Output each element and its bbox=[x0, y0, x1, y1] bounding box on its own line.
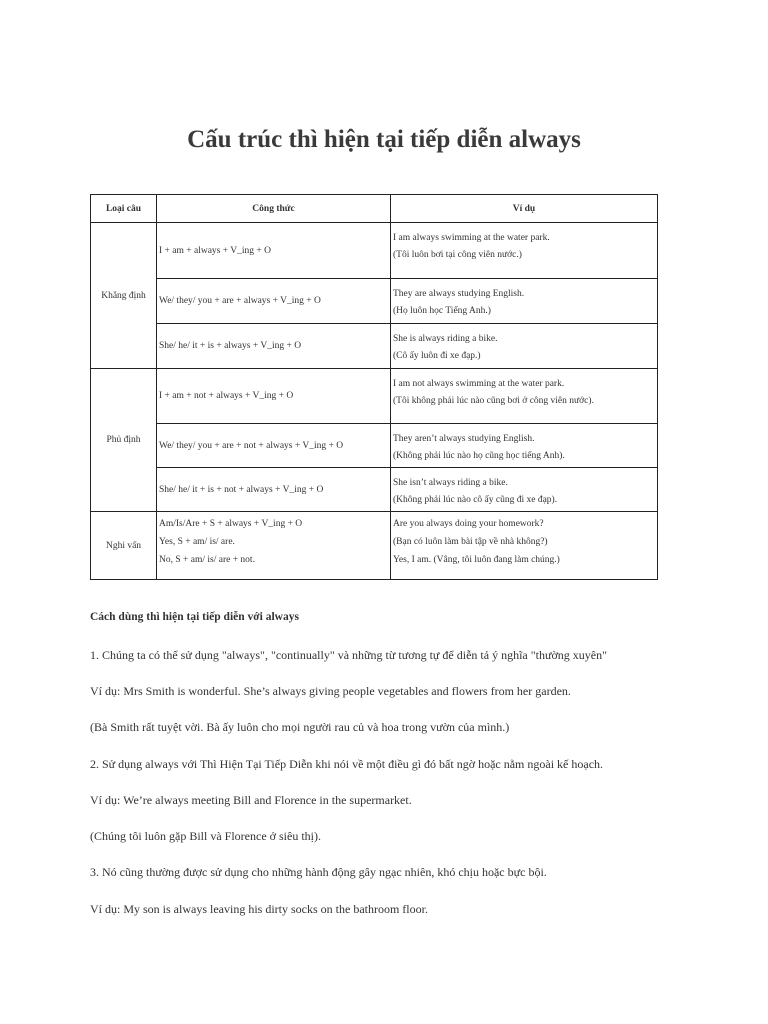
header-sentence-type: Loại câu bbox=[91, 195, 157, 223]
paragraph: 2. Sử dụng always với Thì Hiện Tại Tiếp Diễn khi nói về một điều gì đó bất ngờ hoặc nằm ngoài kế hoạch. bbox=[90, 757, 604, 771]
sentence-type-negative: Phủ định bbox=[91, 369, 157, 512]
example-cell: She isn’t always riding a bike. (Không phải lúc nào cô ấy cũng đi xe đạp). bbox=[391, 468, 658, 512]
table-row bbox=[91, 223, 658, 279]
header-example: Ví dụ bbox=[391, 195, 658, 223]
example-cell: I am not always swimming at the water park. (Tôi không phải lúc nào cũng bơi ở công viên nước). bbox=[391, 369, 658, 424]
table-row bbox=[91, 424, 658, 468]
formula-cell: I + am + always + V_ing + O bbox=[157, 223, 391, 279]
example-cell: Are you always doing your homework? (Bạn có luôn làm bài tập về nhà không?) Yes, I am. (Vâng, tôi luôn đang làm chúng.) bbox=[391, 512, 658, 580]
grammar-table bbox=[90, 194, 658, 580]
example-cell: They aren’t always studying English. (Không phải lúc nào họ cũng học tiếng Anh). bbox=[391, 424, 658, 468]
paragraph: (Chúng tôi luôn gặp Bill và Florence ở siêu thị). bbox=[90, 829, 321, 843]
formula-cell: We/ they/ you + are + always + V_ing + O bbox=[157, 279, 391, 324]
page-title: Cấu trúc thì hiện tại tiếp diễn always bbox=[187, 126, 581, 153]
formula-cell: I + am + not + always + V_ing + O bbox=[157, 369, 391, 424]
paragraph: Ví dụ: We’re always meeting Bill and Florence in the supermarket. bbox=[90, 793, 412, 807]
table-row bbox=[91, 279, 658, 324]
table-row bbox=[91, 468, 658, 512]
formula-cell: Am/Is/Are + S + always + V_ing + O Yes, S + am/ is/ are. No, S + am/ is/ are + not. bbox=[157, 512, 391, 580]
table-row bbox=[91, 324, 658, 369]
sentence-type-affirmative: Khẳng định bbox=[91, 223, 157, 369]
example-cell: I am always swimming at the water park. (Tôi luôn bơi tại công viên nước.) bbox=[391, 223, 658, 279]
paragraph: Ví dụ: My son is always leaving his dirty socks on the bathroom floor. bbox=[90, 902, 428, 916]
example-cell: They are always studying English. (Họ luôn học Tiếng Anh.) bbox=[391, 279, 658, 324]
formula-cell: She/ he/ it + is + always + V_ing + O bbox=[157, 324, 391, 369]
header-formula: Công thức bbox=[157, 195, 391, 223]
paragraph: (Bà Smith rất tuyệt vời. Bà ấy luôn cho mọi người rau củ và hoa trong vườn của mình.) bbox=[90, 720, 510, 734]
formula-cell: She/ he/ it + is + not + always + V_ing + O bbox=[157, 468, 391, 512]
table-row bbox=[91, 369, 658, 424]
section-heading: Cách dùng thì hiện tại tiếp diễn với always bbox=[90, 611, 299, 623]
paragraph: 3. Nó cũng thường được sử dụng cho những hành động gây ngạc nhiên, khó chịu hoặc bực bội. bbox=[90, 865, 547, 879]
paragraph: Ví dụ: Mrs Smith is wonderful. She’s always giving people vegetables and flowers from her garden. bbox=[90, 684, 571, 698]
table-header-row bbox=[91, 195, 658, 223]
example-cell: She is always riding a bike. (Cô ấy luôn đi xe đạp.) bbox=[391, 324, 658, 369]
formula-cell: We/ they/ you + are + not + always + V_ing + O bbox=[157, 424, 391, 468]
sentence-type-interrogative: Nghi vấn bbox=[91, 512, 157, 580]
paragraph: 1. Chúng ta có thể sử dụng "always", "continually" và những từ tương tự để diễn tả ý nghĩa "thường xuyên" bbox=[90, 648, 608, 662]
table-row bbox=[91, 512, 658, 580]
